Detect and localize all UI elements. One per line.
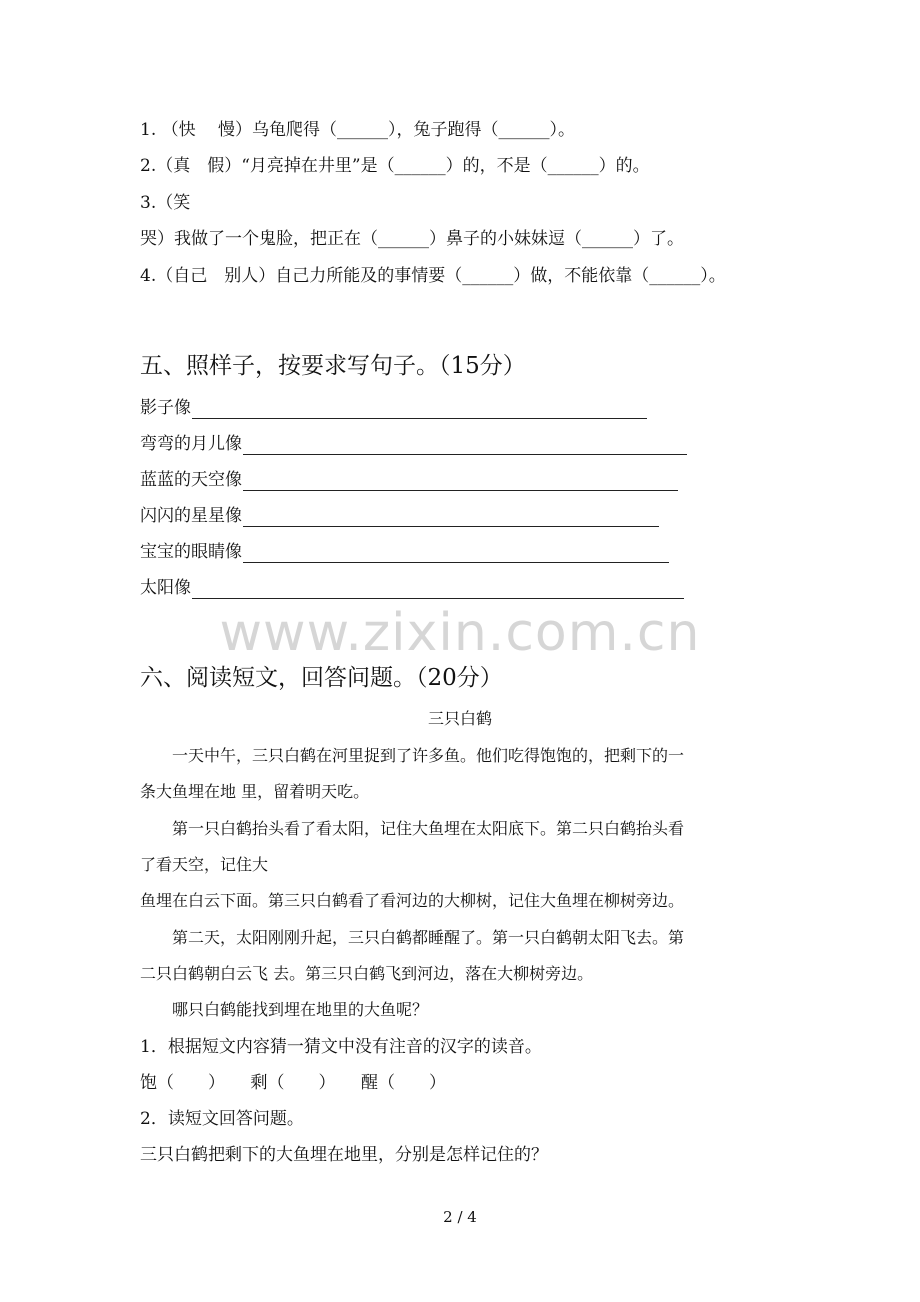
answer-line (243, 472, 678, 491)
sentence-row (140, 469, 678, 491)
watermark: www.zixin.com.cn (219, 603, 701, 663)
sentence-row (140, 577, 684, 599)
fill-item-1: 1. （快 慢）乌龟爬得（______），兔子跑得（______）。 (140, 120, 576, 140)
answer-line (192, 400, 647, 419)
question-2: 2．读短文回答问题。 (140, 1109, 304, 1129)
passage-title: 三只白鹤 (427, 709, 492, 728)
question-1-blanks: 饱（ ） 剩（ ） 醒（ ） (140, 1073, 446, 1093)
sentence-row (140, 433, 687, 455)
passage-line: 第一只白鹤抬头看了看太阳，记住大鱼埋在太阳底下。第二只白鹤抬头看 (140, 819, 685, 838)
sentence-prompt: 影子像 (140, 398, 191, 418)
page-number: 2 / 4 (443, 1208, 477, 1226)
passage-line: 了看天空，记住大 (140, 855, 269, 874)
sentence-prompt: 弯弯的月儿像 (140, 434, 242, 454)
section6-heading: 六、阅读短文，回答问题。（20分） (140, 665, 503, 691)
question-2-sub: 三只白鹤把剩下的大鱼埋在地里，分别是怎样记住的？ (140, 1145, 548, 1165)
passage-line: 第二天，太阳刚刚升起，三只白鹤都睡醒了。第一只白鹤朝太阳飞去。第 (140, 928, 685, 947)
answer-line (243, 436, 687, 455)
sentence-row (140, 505, 659, 527)
question-1: 1．根据短文内容猜一猜文中没有注音的汉字的读音。 (140, 1037, 542, 1057)
passage-line: 鱼埋在白云下面。第三只白鹤看了看河边的大柳树，记住大鱼埋在柳树旁边。 (140, 891, 685, 910)
fill-item-4: 4.（自己 别人）自己力所能及的事情要（______）做，不能依靠（______）。 (140, 266, 726, 286)
sentence-prompt: 蓝蓝的天空像 (140, 470, 242, 490)
section5-heading: 五、照样子，按要求写句子。（15分） (140, 353, 526, 379)
sentence-row (140, 397, 647, 419)
passage-line: 哪只白鹤能找到埋在地里的大鱼呢？ (140, 1000, 429, 1019)
sentence-row (140, 541, 669, 563)
passage-line: 条大鱼埋在地 里，留着明天吃。 (140, 782, 370, 801)
sentence-prompt: 闪闪的星星像 (140, 506, 242, 526)
passage-line: 一天中午，三只白鹤在河里捉到了许多鱼。他们吃得饱饱的，把剩下的一 (140, 746, 685, 765)
answer-line (243, 508, 659, 527)
sentence-prompt: 宝宝的眼睛像 (140, 542, 242, 562)
passage-line: 二只白鹤朝白云飞 去。第三只白鹤飞到河边，落在大柳树旁边。 (140, 964, 594, 983)
answer-line (243, 544, 669, 563)
fill-item-2: 2.（真 假）“月亮掉在井里”是（______）的，不是（______）的。 (140, 156, 650, 176)
sentence-prompt: 太阳像 (140, 578, 191, 598)
answer-line (192, 580, 684, 599)
fill-item-3-cont: 哭）我做了一个鬼脸，把正在（______）鼻子的小妹妹逗（______）了。 (140, 229, 684, 249)
fill-item-3-start: 3.（笑 (140, 193, 191, 213)
